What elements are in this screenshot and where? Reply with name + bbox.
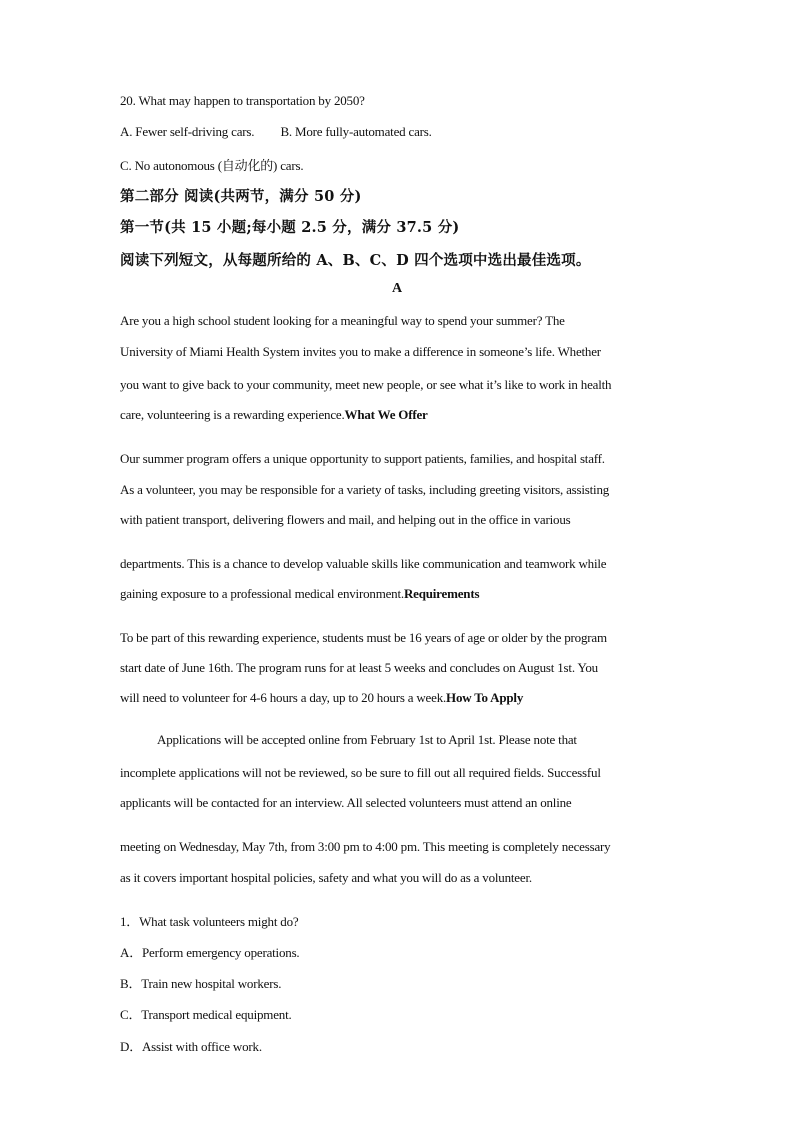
passage-line [120, 690, 523, 706]
passage-line: with patient transport, delivering flowers and mail, and helping out in the office in various [120, 512, 571, 527]
passage-line: Applications will be accepted online from February 1st to April 1st. Please note that [157, 732, 577, 747]
passage-line: Are you a high school student looking for a meaningful way to spend your summer? The [120, 313, 565, 328]
passage-line: start date of June 16th. The program runs for at least 5 weeks and concludes on August 1st. You [120, 660, 598, 675]
passage-text: gaining exposure to a professional medical environment. [120, 586, 404, 601]
passage-text: will need to volunteer for 4-6 hours a day, up to 20 hours a week. [120, 690, 447, 705]
option-c: C．Transport medical equipment. [120, 1007, 292, 1022]
option-c: C. No autonomous (自动化的) cars. [120, 158, 304, 173]
subheading-requirements: Requirements [403, 586, 480, 601]
passage-line: incomplete applications will not be reviewed, so be sure to fill out all required fields. Successful [120, 765, 601, 780]
option-a: A．Perform emergency operations. [120, 945, 300, 960]
passage-line: applicants will be contacted for an interview. All selected volunteers must attend an online [120, 795, 572, 810]
instruction: 阅读下列短文，从每题所给的 A、B、C、D 四个选项中选出最佳选项。 [120, 252, 591, 269]
passage-line: as it covers important hospital policies, safety and what you will do as a volunteer. [120, 870, 532, 885]
passage-label: A [391, 281, 403, 296]
passage-line: meeting on Wednesday, May 7th, from 3:00 pm to 4:00 pm. This meeting is completely necessary [120, 839, 611, 854]
passage-line: departments. This is a chance to develop valuable skills like communication and teamwork while [120, 556, 607, 571]
question-1: 1．What task volunteers might do? [120, 914, 299, 929]
passage-line: you want to give back to your community, meet new people, or see what it’s like to work in health [120, 377, 612, 392]
part-heading: 第二部分 阅读(共两节，满分 50 分) [120, 188, 362, 205]
option-d: D．Assist with office work. [120, 1039, 262, 1054]
passage-text: care, volunteering is a rewarding experience. [120, 407, 345, 422]
passage-line: As a volunteer, you may be responsible for a variety of tasks, including greeting visitors, assisting [120, 482, 610, 497]
section-heading: 第一节(共 15 小题;每小题 2.5 分，满分 37.5 分) [120, 219, 460, 236]
option-b: B．Train new hospital workers. [120, 976, 282, 991]
passage-line: To be part of this rewarding experience, students must be 16 years of age or older by the program [120, 630, 607, 645]
passage-line [120, 586, 479, 602]
passage-line: Our summer program offers a unique opportunity to support patients, families, and hospital staff. [120, 451, 605, 466]
option-b: B. More fully-automated cars. [280, 124, 432, 139]
subheading-how-to-apply: How To Apply [446, 690, 524, 705]
question-20-options-row [120, 124, 432, 140]
passage-line [120, 407, 428, 423]
subheading-what-we-offer: What We Offer [344, 407, 428, 422]
passage-line: University of Miami Health System invites you to make a difference in someone’s life. Whether [120, 344, 601, 359]
question-20: 20. What may happen to transportation by 2050? [120, 93, 365, 108]
option-a: A. Fewer self-driving cars. [120, 124, 255, 139]
